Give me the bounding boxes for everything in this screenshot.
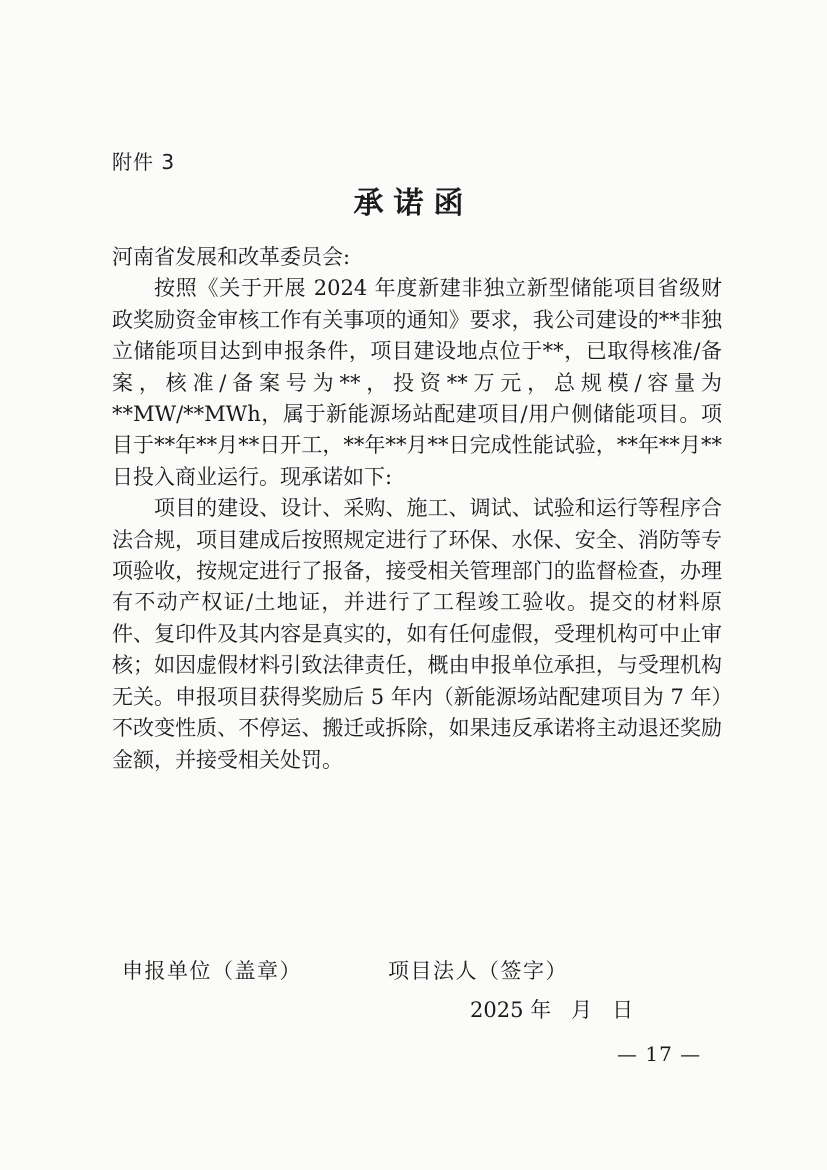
applicant-seal-label: 申报单位（盖章） — [122, 959, 302, 983]
legal-person-signature-label: 项目法人（签字） — [388, 959, 568, 983]
paragraph-2: 项目的建设、设计、采购、施工、调试、试验和运行等程序合法合规，项目建成后按照规定进行了环保、水保、安全、消防等专项验收，按规定进行了报备，接受相关管理部门的监督检查，办理有不动产权证/土地证，并进行了工程竣工验收。提交的材料原件、复印件及其内容是真实的，如有任何虚假，受理机构可中止审核；如因虚假材料引致法律责任，概由申报单位承担，与受理机构无关。申报项目获得奖励后 5 年内（新能源场站配建项目为 7 年）不改变性质、不停运、搬迁或拆除，如果违反承诺将主动退还奖励金额，并接受相关处罚。 — [112, 496, 722, 772]
attachment-label: 附件 3 — [112, 150, 176, 174]
paragraph-1: 按照《关于开展 2024 年度新建非独立新型储能项目省级财政奖励资金审核工作有关事项的通知》要求，我公司建设的**非独立储能项目达到申报条件，项目建设地点位于**，已取得核准/备案，核准/备案号为**，投资**万元，总规模/容量为**MW/**MWh，属于新能源场站配建项目/用户侧储能项目。项目于**年**月**日开工，**年**月**日完成性能试验，**年**月**日投入商业运行。现承诺如下: — [112, 276, 722, 489]
letter-body — [112, 242, 722, 776]
page-number: — 17 — — [617, 1042, 702, 1066]
page-title: 承诺函 — [353, 186, 474, 221]
signature-date: 2025 年 月 日 — [470, 998, 634, 1022]
addressee: 河南省发展和改革委员会: — [112, 245, 351, 269]
